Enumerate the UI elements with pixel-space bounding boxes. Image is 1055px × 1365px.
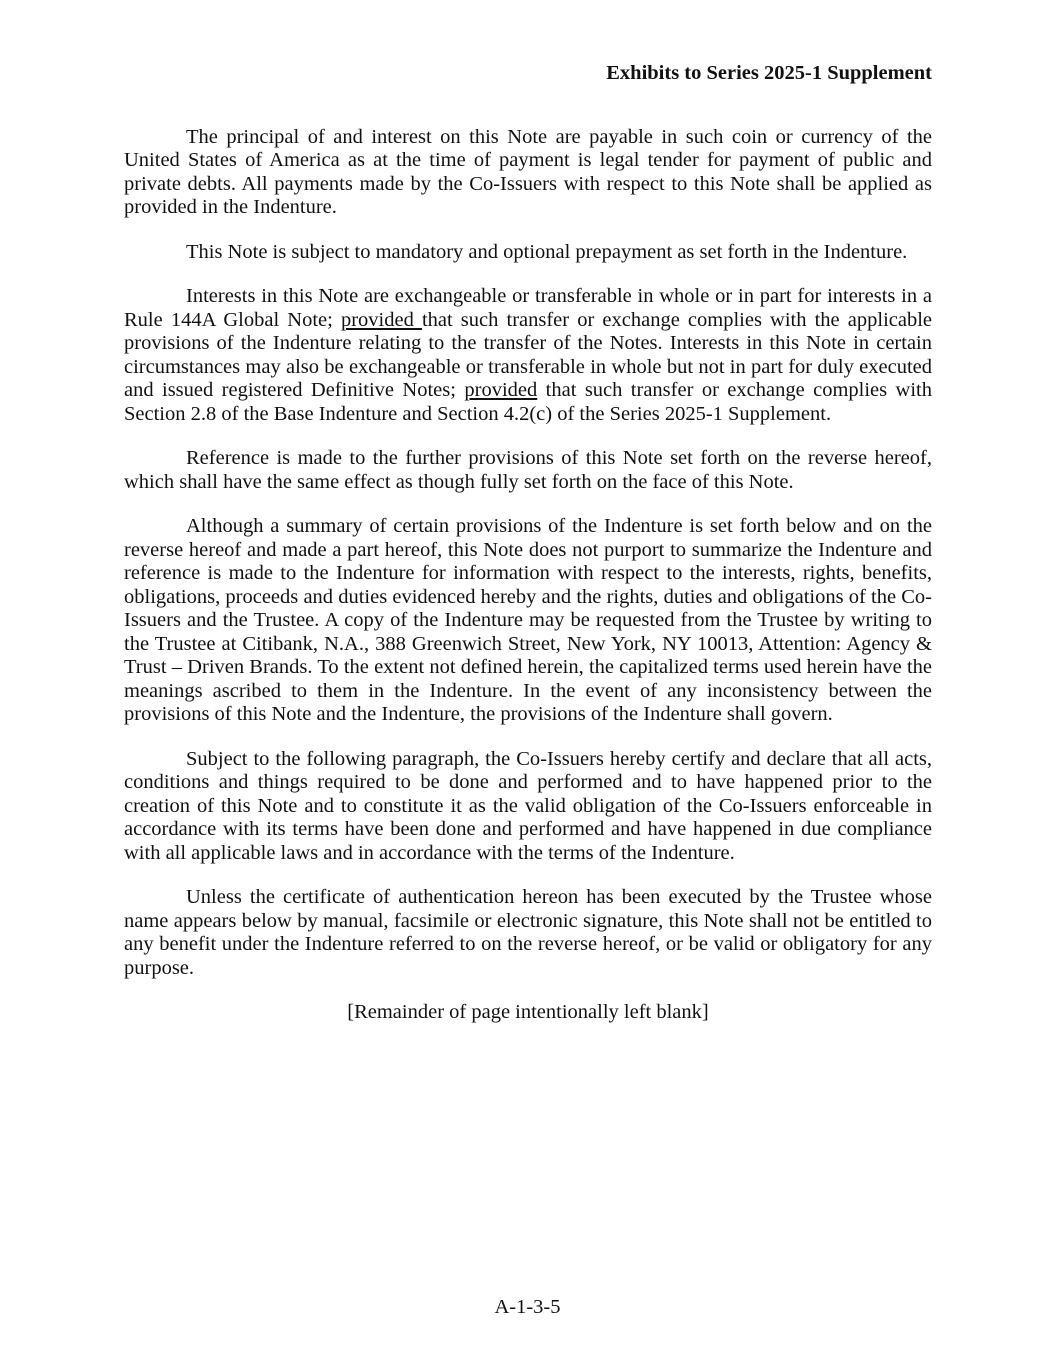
- paragraph-exchangeability: [124, 285, 932, 426]
- header-title: Exhibits to Series 2025-1 Supplement: [606, 62, 932, 84]
- text-run: that such transfer or exchange complies with the applicable provisions of the Indenture relating to the transfer of the Notes. Interests in this Note in certain circumstances may also be exchangeable or transferable in whole but not in part for duly executed and issued registered Definitive Notes;: [124, 308, 933, 401]
- text-run: that such transfer or exchange complies with Section 2.8 of the Base Indenture and Section 4.2(c) of the Series 2025-1 Supplement.: [124, 379, 932, 425]
- text-run: Subject to the following paragraph, the Co-Issuers hereby certify and declare that all acts, conditions and things required to be done and performed and to have happened prior to the creation of this Note and to constitute it as the valid obligation of the Co-Issuers enforceable in accordance with its terms have been done and performed and have happened in due compliance with all applicable laws and in accordance with the terms of the Indenture.: [124, 747, 932, 864]
- page-footer: [0, 1296, 1055, 1320]
- paragraph-certification: [124, 748, 932, 866]
- document-body: [124, 126, 932, 1025]
- paragraph-indenture-summary: [124, 515, 932, 727]
- underlined-term: provided: [340, 308, 422, 331]
- paragraph-payments: [124, 126, 932, 220]
- text-run: Interests in this Note are exchangeable or transferable in whole or in part for interests in a Rule 144A Global Note;: [124, 285, 932, 331]
- paragraph-reference-reverse: [124, 447, 932, 494]
- text-run: Although a summary of certain provisions of the Indenture is set forth below and on the reverse hereof and made a part hereof, this Note does not purport to summarize the Indenture and reference is made to the Indenture for information with respect to the interests, rights, benefits, obligations, proceeds and duties evidenced hereby and the rights, duties and obligations of the Co-Issuers and the Trustee. A copy of the Indenture may be requested from the Trustee by writing to the Trustee at Citibank, N.A., 388 Greenwich Street, New York, NY 10013, Attention: Agency & Trust – Driven Brands. To the extent not defined herein, the capitalized terms used herein have the meanings ascribed to them in the Indenture. In the event of any inconsistency between the provisions of this Note and the Indenture, the provisions of the Indenture shall govern.: [124, 515, 932, 725]
- paragraph-prepayment: [124, 241, 932, 265]
- text-run: Unless the certificate of authentication hereon has been executed by the Trustee whose name appears below by manual, facsimile or electronic signature, this Note shall not be entitled to any benefit under the Indenture referred to on the reverse hereof, or be valid or obligatory for any purpose.: [124, 886, 932, 979]
- paragraph-authentication: [124, 886, 932, 980]
- page-number: A-1-3-5: [494, 1295, 561, 1318]
- remainder-blank-note: [124, 1001, 932, 1025]
- underlined-term: provided: [464, 379, 538, 401]
- text-run: Reference is made to the further provisions of this Note set forth on the reverse hereof, which shall have the same effect as though fully set forth on the face of this Note.: [124, 447, 932, 493]
- text-run: This Note is subject to mandatory and optional prepayment as set forth in the Indenture.: [186, 240, 908, 263]
- page-header: [124, 62, 932, 86]
- text-run: The principal of and interest on this Note are payable in such coin or currency of the United States of America as at the time of payment is legal tender for payment of public and private debts. All payments made by the Co-Issuers with respect to this Note shall be applied as provided in the Indenture.: [124, 125, 932, 218]
- text-run: [Remainder of page intentionally left blank]: [347, 1001, 709, 1023]
